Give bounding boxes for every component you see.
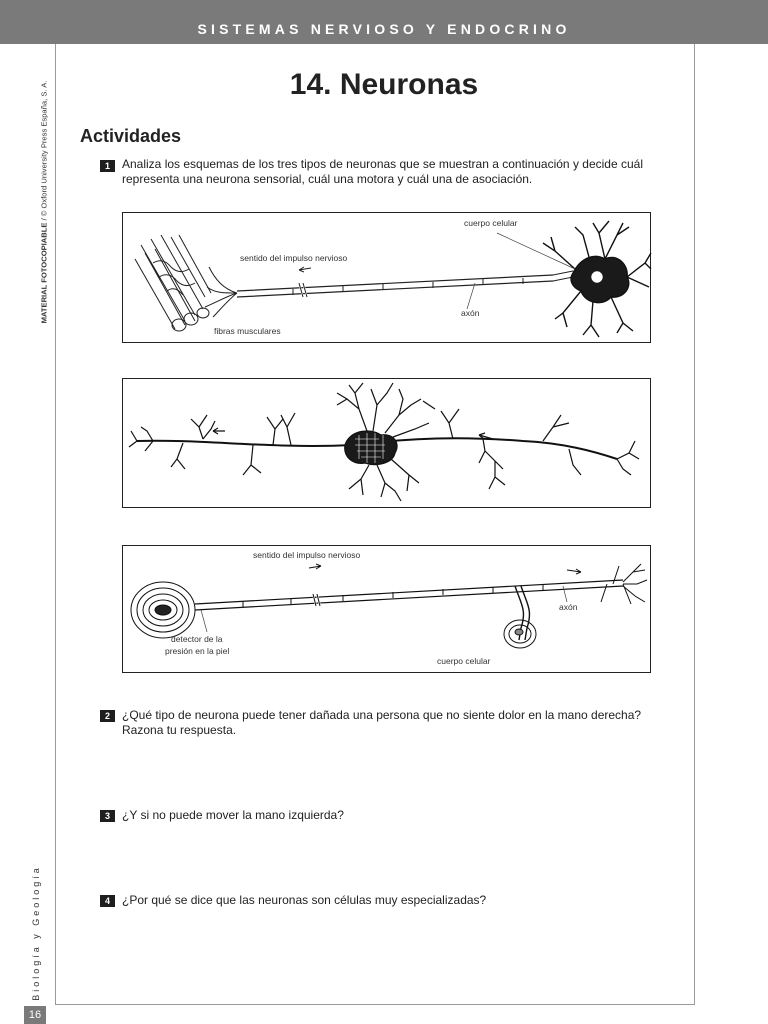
figure-sensory-neuron <box>122 545 651 673</box>
question-1-text <box>122 157 662 187</box>
motor-cell-body <box>543 221 651 337</box>
muscle-fibers-icon <box>135 235 211 331</box>
page-frame <box>55 44 695 1005</box>
copyright-notice <box>38 72 50 332</box>
motor-label-impulse: sentido del impulso nervioso <box>240 253 348 263</box>
question-3-text: ¿Y si no puede mover la mano izquierda? <box>122 808 344 822</box>
association-neuron-drawing <box>123 379 652 509</box>
subject-label <box>30 865 42 1001</box>
question-1-number: 1 <box>100 160 115 172</box>
copyright-rest: / © Oxford University Press España, S. A. <box>39 80 49 223</box>
sensory-label-cell-body: cuerpo celular <box>437 656 491 666</box>
question-2-text <box>122 708 662 738</box>
pressure-detector-icon <box>131 582 195 638</box>
sensory-label-impulse: sentido del impulso nervioso <box>253 550 361 560</box>
question-4-number: 4 <box>100 895 115 907</box>
question-1-line1: Analiza los esquemas de los tres tipos de neuronas que se muestran a continuación y decide cuál <box>122 157 643 171</box>
motor-neuron-drawing <box>123 213 652 344</box>
motor-label-axon: axón <box>461 308 480 318</box>
motor-label-muscle: fibras musculares <box>214 326 281 336</box>
question-2-number: 2 <box>100 710 115 722</box>
page-title: 14. Neuronas <box>289 68 479 101</box>
question-2-line1: ¿Qué tipo de neurona puede tener dañada una persona que no siente dolor en la mano derecha? <box>122 708 642 722</box>
motor-label-cell-body: cuerpo celular <box>464 218 518 228</box>
subject-text: Biología y Geología <box>31 865 41 1001</box>
question-1-line2: representa una neurona sensorial, cuál una motora y cuál una de asociación. <box>122 172 533 186</box>
sensory-label-detector-line2: presión en la piel <box>165 646 230 656</box>
question-3-number: 3 <box>100 810 115 822</box>
sensory-neuron-drawing <box>123 546 652 674</box>
page-number: 16 <box>24 1006 46 1024</box>
figure-association-neuron <box>122 378 651 508</box>
copyright-bold: MATERIAL FOTOCOPIABLE <box>39 222 49 324</box>
question-4-text: ¿Por qué se dice que las neuronas son células muy especializadas? <box>122 893 487 907</box>
question-2-line2: Razona tu respuesta. <box>122 723 237 737</box>
sensory-label-detector-line1: detector de la <box>171 634 223 644</box>
section-title: Actividades <box>80 126 182 146</box>
header-title: SISTEMAS NERVIOSO Y ENDOCRINO <box>197 21 571 37</box>
figure-motor-neuron <box>122 212 651 343</box>
sensory-label-axon: axón <box>559 602 578 612</box>
